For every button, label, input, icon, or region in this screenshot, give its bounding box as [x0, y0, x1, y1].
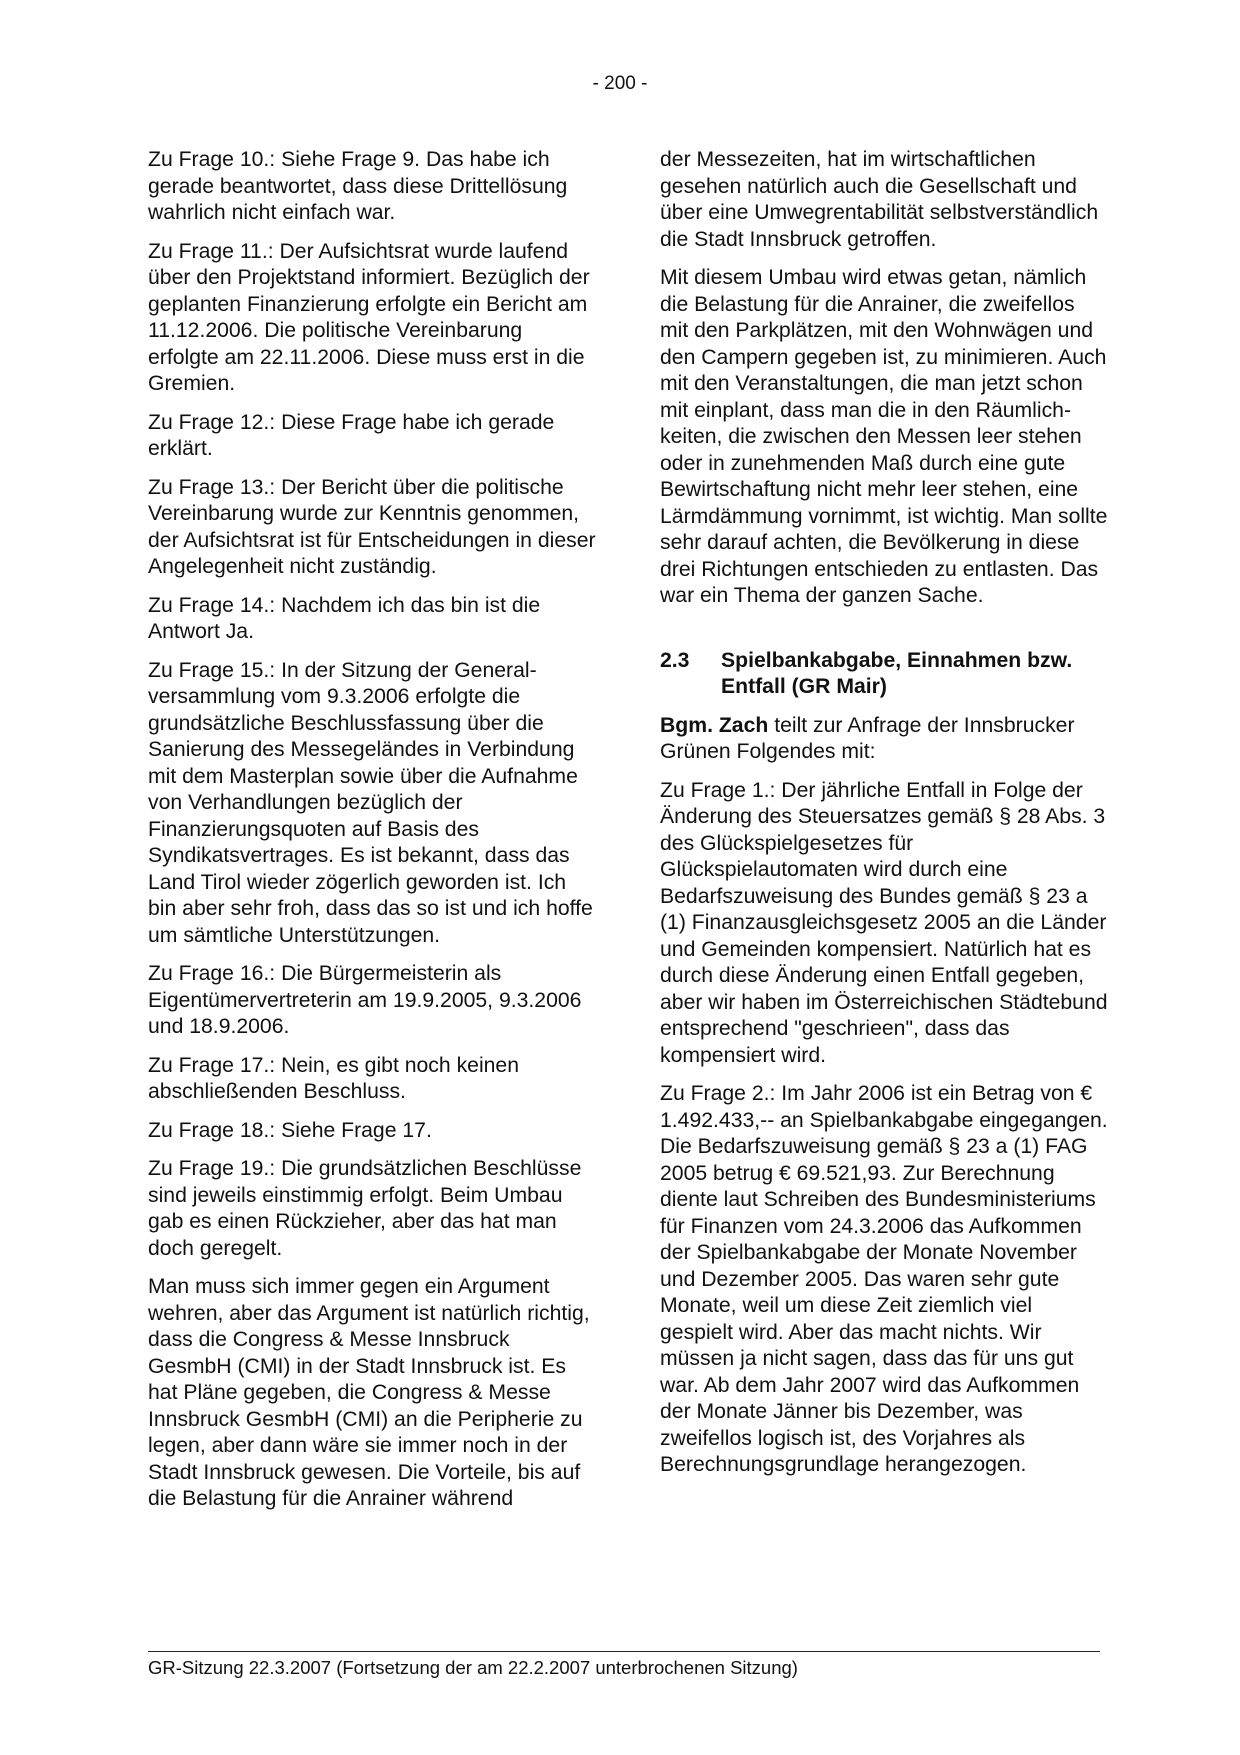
paragraph: Man muss sich immer gegen ein Argument wehren, aber das Argument ist natürlich richtig, dass die Congress & Messe Innsbruck GesmbH (CMI) in der Stadt Innsbruck ist. Es hat Pläne gegeben, die Congress & Messe Innsbruck GesmbH (CMI) an die Peripherie zu legen, aber dann wäre sie immer noch in der Stadt Innsbruck gewesen. Die Vorteile, bis auf die Belastung für die Anrainer während [148, 1275, 590, 1510]
paragraph: Zu Frage 19.: Die grundsätzlichen Beschlüsse sind jeweils einstimmig erfolgt. Beim Umbau gab es einen Rückzieher, aber das hat man doch geregelt. [148, 1157, 582, 1260]
paragraph: Zu Frage 1.: Der jährliche Entfall in Folge der Änderung des Steuersatzes gemäß § 28 Abs. 3 des Glückspielgesetzes für Glückspielautomaten wird durch eine Bedarfszuweisung des Bundes gemäß § 23 a (1) Finanzausgleichsgesetz 2005 an die Länder und Gemeinden kompensiert. Natürlich hat es durch diese Änderung einen Entfall gegeben, aber wir haben im Österreichischen Städtebund entsprechend "geschrieen", dass das kompensiert wird. [660, 778, 1108, 1067]
paragraph: Mit diesem Umbau wird etwas getan, nämlich die Belastung für die Anrainer, die zweifellos mit den Parkplätzen, mit den Wohnwägen und den Campern gegeben ist, zu minimieren. Auch mit den Veranstaltungen, die man jetzt schon mit einplant, dass man die in den Räumlichkeiten, die zwischen den Messen leer stehen oder in zunehmenden Maß durch eine gute Bewirtschaftung nicht mehr leer stehen, eine Lärmdämmung vornimmt, ist wichtig. Man sollte sehr darauf achten, die Bevölkerung in diese drei Richtungen entschieden zu entlasten. Das war ein Thema der ganzen Sache. [660, 266, 1108, 607]
paragraph: der Messezeiten, hat im wirtschaftlichen gesehen natürlich auch die Gesellschaft und über eine Umwegrentabilität selbstverständlich die Stadt Innsbruck getroffen. [660, 148, 1099, 251]
speaker-name: Bgm. Zach [660, 713, 769, 737]
paragraph: Zu Frage 15.: In der Sitzung der Generalversammlung vom 9.3.2006 erfolgte die grundsätzliche Beschlussfassung über die Sanierung des Messegeländes in Verbindung mit dem Masterplan sowie über die Aufnahme von Verhandlungen bezüglich der Finanzierungsquoten auf Basis des Syndikatsvertrages. Es ist bekannt, dass das Land Tirol wieder zögerlich geworden ist. Ich bin aber sehr froh, dass das so ist und ich hoffe um sämtliche Unterstützungen. [148, 658, 593, 947]
paragraph: Zu Frage 12.: Diese Frage habe ich gerade erklärt. [148, 410, 555, 460]
paragraph: Zu Frage 13.: Der Bericht über die politische Vereinbarung wurde zur Kenntnis genommen, der Aufsichtsrat ist für Entscheidungen in dieser Angelegenheit nicht zuständig. [148, 475, 596, 578]
paragraph: Zu Frage 11.: Der Aufsichtsrat wurde laufend über den Projektstand informiert. Bezüglich der geplanten Finanzierung erfolgte ein Bericht am 11.12.2006. Die politische Vereinbarung erfolgte am 22.11.2006. Diese muss erst in die Gremien. [148, 239, 590, 395]
page-number: - 200 - [592, 73, 648, 94]
speaker-paragraph [660, 713, 1108, 766]
paragraph: Zu Frage 10.: Siehe Frage 9. Das habe ich gerade beantwortet, dass diese Drittellösung wahrlich nicht einfach war. [148, 148, 568, 224]
footer-divider [148, 1651, 1100, 1652]
page-footer: GR-Sitzung 22.3.2007 (Fortsetzung der am 22.2.2007 unterbrochenen Sitzung) [148, 1657, 798, 1678]
paragraph: Zu Frage 16.: Die Bürgermeisterin als Eigentümervertreterin am 19.9.2005, 9.3.2006 und 18.9.2006. [148, 962, 582, 1038]
section-title: Spielbankabgabe, Einnahmen bzw. Entfall (GR Mair) [721, 648, 1073, 698]
paragraph: Zu Frage 2.: Im Jahr 2006 ist ein Betrag von € 1.492.433,-- an Spielbankabgabe eingegangen. Die Bedarfszuweisung gemäß § 23 a (1) FAG 2005 betrug € 69.521,93. Zur Berechnung diente laut Schreiben des Bundesministeriums für Finanzen vom 24.3.2006 das Aufkommen der Spielbankabgabe der Monate November und Dezember 2005. Das waren sehr gute Monate, weil um diese Zeit ziemlich viel gespielt wird. Aber das macht nichts. Wir müssen ja nicht sagen, dass das für uns gut war. Ab dem Jahr 2007 wird das Aufkommen der Monate Jänner bis Dezember, was zweifellos logisch ist, des Vorjahres als Berechnungsgrundlage herangezogen. [660, 1082, 1108, 1476]
section-number: 2.3 [660, 648, 690, 672]
left-column [148, 147, 596, 1525]
right-column [660, 147, 1108, 1491]
paragraph: Zu Frage 14.: Nachdem ich das bin ist die Antwort Ja. [148, 593, 541, 643]
paragraph: Zu Frage 17.: Nein, es gibt noch keinen abschließenden Beschluss. [148, 1053, 519, 1103]
speaker-text: teilt zur Anfrage der Innsbrucker Grünen Folgendes mit: [660, 713, 1075, 763]
paragraph: Zu Frage 18.: Siehe Frage 17. [148, 1118, 432, 1142]
section-heading [660, 648, 1108, 701]
